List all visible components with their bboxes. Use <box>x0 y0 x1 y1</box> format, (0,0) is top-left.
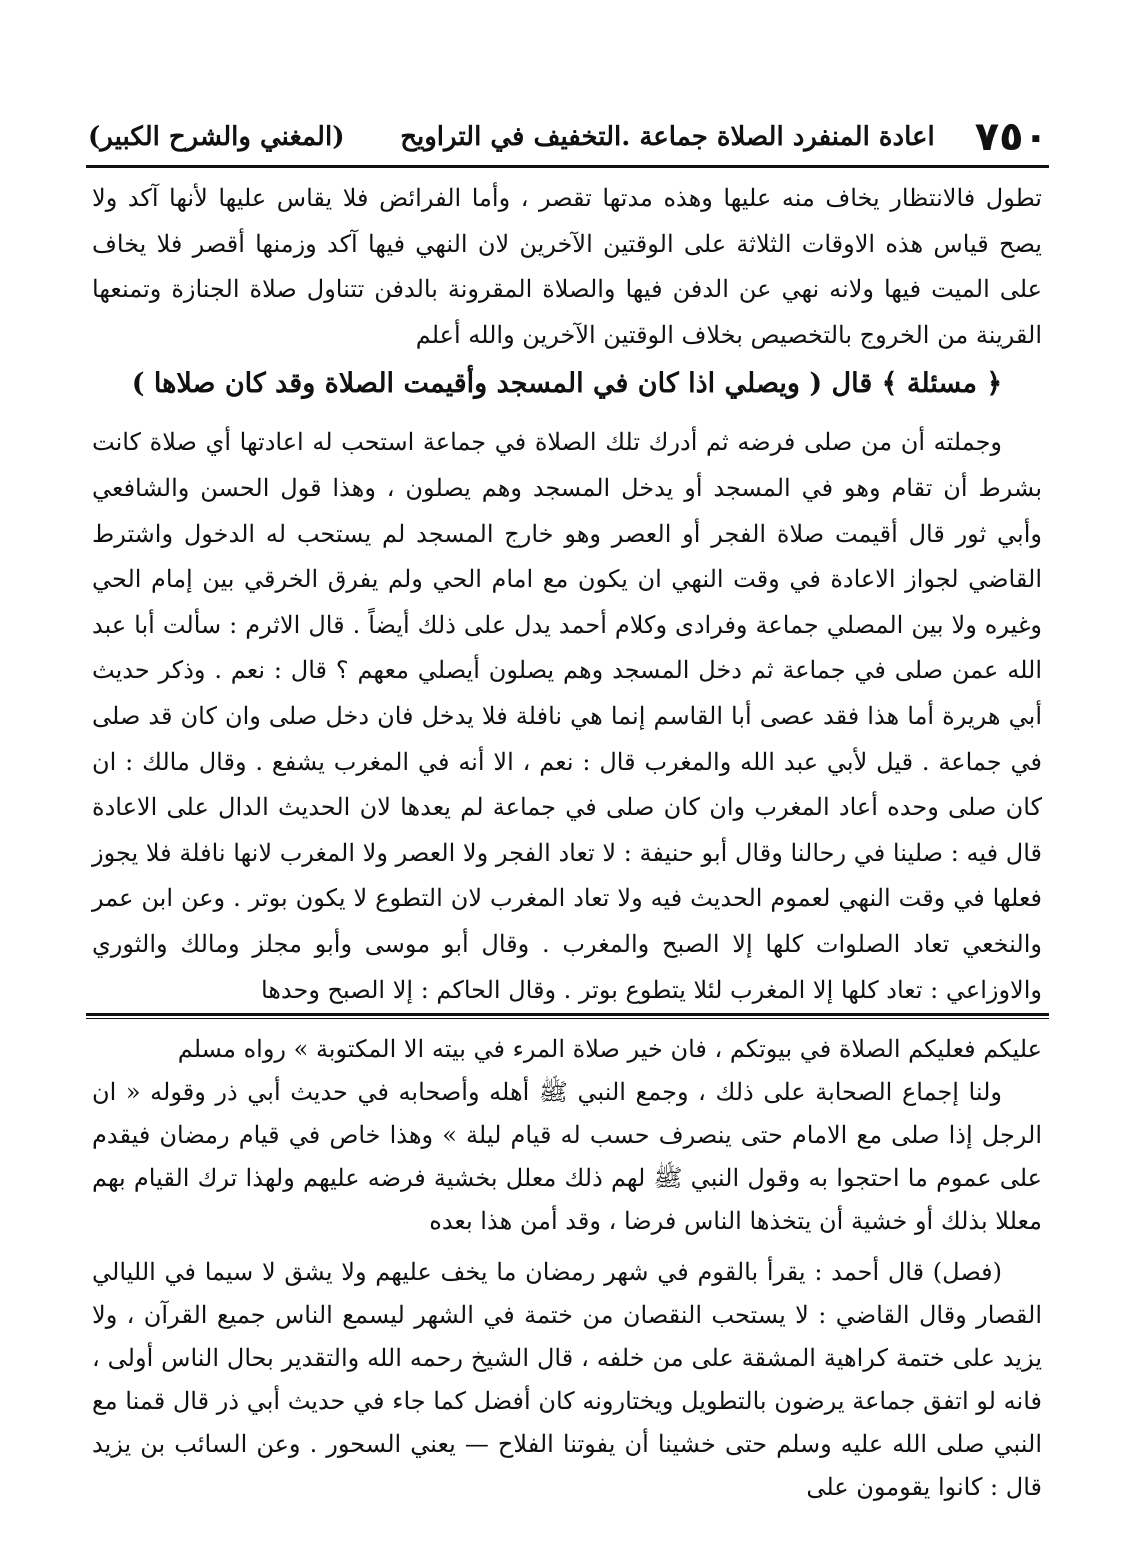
running-title: اعادة المنفرد الصلاة جماعة .التخفيف في التراويح <box>400 122 935 152</box>
footnote-paragraph: (فصل) قال أحمد : يقرأ بالقوم في شهر رمضان ما يخف عليهم ولا يشق لا سيما في الليالي القصار وقال القاضي : لا يستحب النقصان من ختمة في الشهر ليسمع الناس جميع القرآن ، ولا يزيد على ختمة كراهية المشقة على من خلفه ، قال الشيخ رحمه الله والتقدير بحال الناس أولى ، فانه لو اتفق جماعة يرضون بالتطويل ويختارونه كان أفضل كما جاء في حديث أبي ذر قال قمنا مع النبي صلى الله عليه وسلم حتى خشينا أن يفوتنا الفلاح — يعني السحور . وعن السائب بن يزيد قال : كانوا يقومون على <box>92 1258 1043 1501</box>
paragraph: تطول فالانتظار يخاف منه عليها وهذه مدتها تقصر ، وأما الفرائض فلا يقاس عليها لأنها آكد ولا يصح قياس هذه الاوقات الثلاثة على الوقتين الآخرين لان النهي فيها آكد وزمنها أقصر فلا يخاف على الميت فيها ولانه نهي عن الدفن فيها والصلاة المقرونة بالدفن تتناول صلاة الجنازة وتمنعها القرينة من الخروج بالتخصيص بخلاف الوقتين الآخرين والله أعلم <box>92 184 1042 349</box>
footnote-separator <box>86 1013 1049 1019</box>
page-header <box>88 112 1048 162</box>
footnote-line: عليكم فعليكم الصلاة في بيوتكم ، فان خير صلاة المرء في بيته الا المكتوبة » رواه مسلم <box>177 1035 1042 1063</box>
footnote-area <box>92 1028 1042 1509</box>
paragraph: وجملته أن من صلى فرضه ثم أدرك تلك الصلاة في جماعة استحب له اعادتها أي صلاة كانت بشرط أن تقام وهو في المسجد أو يدخل المسجد وهم يصلون ، وهذا قول الحسن والشافعي وأبي ثور قال أقيمت صلاة الفجر أو العصر وهو خارج المسجد لم يستحب له الدخول واشترط القاضي لجواز الاعادة في وقت النهي ان يكون مع امام الحي ولم يفرق الخرقي بين إمام الحي وغيره ولا بين المصلي جماعة وفرادى وكلام أحمد يدل على ذلك أيضاً . قال الاثرم : سألت أبا عبد الله عمن صلى في جماعة ثم دخل المسجد وهم يصلون أيصلي معهم ؟ قال : نعم . وذكر حديث أبي هريرة أما هذا فقد عصى أبا القاسم إنما هي نافلة فلا يدخل فان دخل صلى وان كان قد صلى في جماعة . قيل لأبي عبد الله والمغرب قال : نعم ، الا أنه في المغرب يشفع . وقال مالك : ان كان صلى وحده أعاد المغرب وان كان صلى في جماعة لم يعدها لان الحديث الدال على الاعادة قال فيه : صلينا في رحالنا وقال أبو حنيفة : لا تعاد الفجر ولا العصر ولا المغرب لانها نافلة فلا يجوز فعلها في وقت النهي لعموم الحديث فيه ولا تعاد المغرب لان التطوع لا يكون بوتر . وعن ابن عمر والنخعي تعاد الصلوات كلها إلا الصبح والمغرب . وقال أبو موسى وأبو مجلز ومالك والثوري والاوزاعي : تعاد كلها إلا المغرب لئلا يتطوع بوتر . وقال الحاكم : إلا الصبح وحدها <box>92 428 1042 1004</box>
main-text <box>92 176 1042 1013</box>
page-number: ٧٥٠ <box>974 114 1048 160</box>
header-rule <box>86 165 1049 168</box>
book-title: (المغني والشرح الكبير) <box>88 122 345 152</box>
section-heading: ﴿ مسئلة ﴾ قال ( ويصلي اذا كان في المسجد وأقيمت الصلاة وقد كان صلاها ) <box>131 368 1003 400</box>
footnote-paragraph: ولنا إجماع الصحابة على ذلك ، وجمع النبي ﷺ أهله وأصحابه في حديث أبي ذر وقوله « ان الرجل إذا صلى مع الامام حتى ينصرف حسب له قيام ليلة » وهذا خاص في قيام رمضان فيقدم على عموم ما احتجوا به وقول النبي ﷺ لهم ذلك معلل بخشية فرضه عليهم ولهذا ترك القيام بهم معللا بذلك أو خشية أن يتخذها الناس فرضا ، وقد أمن هذا بعده <box>92 1078 1042 1235</box>
